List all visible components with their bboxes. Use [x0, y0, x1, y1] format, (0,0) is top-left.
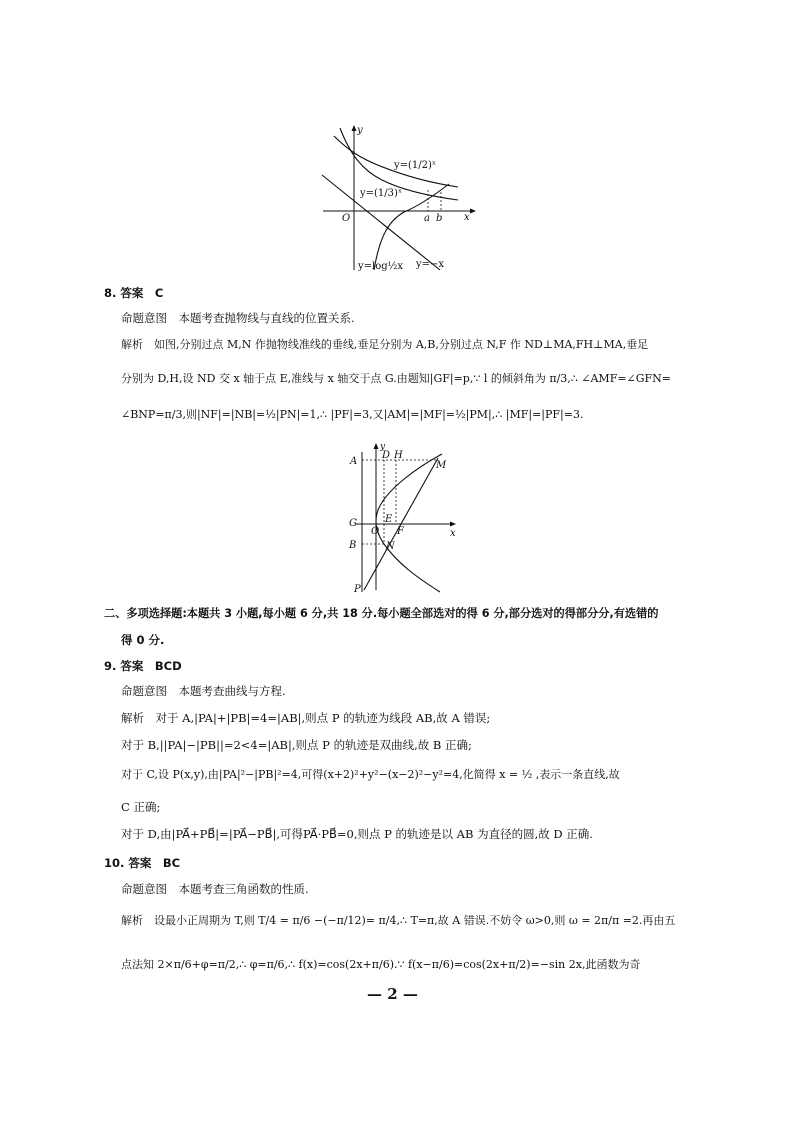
y-axis-arrow [374, 443, 379, 449]
q9-option-c-line1: 对于 C,设 P(x,y),由|PA|²−|PB|²=4,可得(x+2)²+y²−(x−2)²−y²=4,化简得 x = ½ ,表示一条直线,故 [121, 768, 620, 781]
q9-option-c-line2: C 正确; [121, 800, 161, 814]
q10-analysis-line2: 点法知 2×π/6+φ=π/2,∴ φ=π/6,∴ f(x)=cos(2x+π/6).∵ f(x−π/6)=cos(2x+π/2)=−sin 2x,此函数为奇 [121, 958, 641, 971]
y-axis-arrow [352, 125, 357, 131]
x-axis-arrow [470, 209, 476, 214]
y-axis-label: y [357, 125, 363, 136]
label-M: M [436, 460, 447, 471]
x-axis-arrow [450, 522, 456, 527]
x-axis-label: x [450, 528, 456, 539]
label-E: E [385, 514, 393, 525]
q8-analysis-line2: 分别为 D,H,设 ND 交 x 轴于点 E,准线与 x 轴交于点 G.由题知|GF|=p,∵ l 的倾斜角为 π/3,∴ ∠AMF=∠GFN= [121, 372, 672, 385]
q10-analysis-line1: 解析 设最小正周期为 T,则 T/4 = π/6 −(−π/12)= π/4,∴ T=π,故 A 错误.不妨令 ω>0,则 ω = 2π/π =2.再由五 [121, 914, 676, 927]
q9-option-b: 对于 B,||PA|−|PB||=2<4=|AB|,则点 P 的轨迹是双曲线,故 B 正确; [121, 738, 472, 752]
label-D: D [382, 450, 391, 461]
origin-label: O [342, 213, 351, 224]
label-A: A [350, 456, 358, 467]
section2-line2: 得 0 分. [121, 633, 165, 647]
y-axis-label: y [380, 442, 386, 452]
point-b-label: b [436, 213, 443, 224]
label-H: H [394, 450, 403, 461]
q10-heading: 10. 答案 BC [104, 856, 181, 870]
figure-exponential-log-graph [318, 124, 478, 272]
label-exp-half: y=(1/2)ˣ [394, 160, 437, 171]
q8-intent: 命题意图 本题考查抛物线与直线的位置关系. [121, 311, 355, 325]
page-number: — 2 — [367, 985, 418, 1003]
x-axis-label: x [464, 212, 470, 223]
q9-option-d: 对于 D,由|PA⃗+PB⃗|=|PA⃗−PB⃗|,可得PA⃗·PB⃗=0,则点 P 的轨迹是以 AB 为直径的圆,故 D 正确. [121, 827, 593, 841]
label-O: O [371, 526, 380, 537]
label-F: F [397, 526, 404, 537]
point-a-label: a [424, 213, 430, 224]
label-exp-third: y=(1/3)ˣ [360, 188, 403, 199]
label-G: G [349, 518, 357, 529]
q9-heading: 9. 答案 BCD [104, 659, 182, 673]
q9-option-a: 解析 对于 A,|PA|+|PB|=4=|AB|,则点 P 的轨迹为线段 AB,故 A 错误; [121, 711, 491, 725]
figure-parabola-line [336, 440, 462, 596]
label-B: B [349, 540, 357, 551]
q9-intent: 命题意图 本题考查曲线与方程. [121, 684, 286, 698]
label-N: N [386, 541, 395, 552]
q8-analysis-line3: ∠BNP=π/3,则|NF|=|NB|=½|PN|=1,∴ |PF|=3,又|AM|=|MF|=½|PM|,∴ |MF|=|PF|=3. [121, 408, 584, 421]
q8-analysis-line1: 解析 如图,分别过点 M,N 作抛物线准线的垂线,垂足分别为 A,B,分别过点 N,F 作 ND⊥MA,FH⊥MA,垂足 [121, 338, 649, 351]
q8-heading: 8. 答案 C [104, 286, 164, 300]
label-P: P [354, 584, 361, 595]
label-neg-x: y=−x [416, 259, 445, 270]
q10-intent: 命题意图 本题考查三角函数的性质. [121, 882, 309, 896]
section2-line1: 二、多项选择题:本题共 3 小题,每小题 6 分,共 18 分.每小题全部选对的得 6 分,部分选对的得部分分,有选错的 [104, 607, 659, 620]
label-log: y=log½x [358, 261, 403, 272]
